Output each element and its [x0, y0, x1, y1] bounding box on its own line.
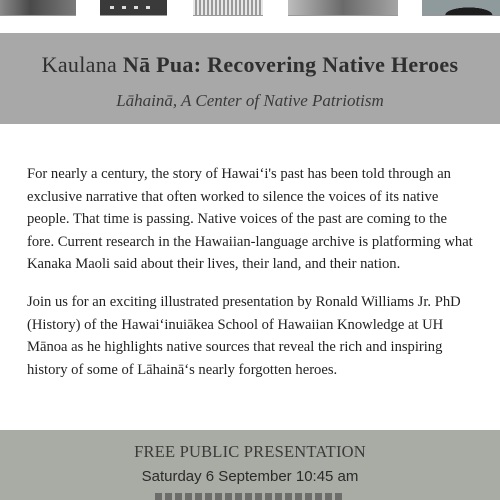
intro-paragraph: For nearly a century, the story of Hawai‘i's past has been told through an exclusive narrative that often worked to silence the voices of its native people. That time is passing. Native voices of the past are coming to the fore. Current research in the Hawaiian-language archive is platforming what Kanaka Maoli said about their lives, their land, and their nation. [27, 166, 473, 272]
archival-newspaper-image [193, 0, 263, 16]
portrait-photo [422, 0, 500, 16]
event-datetime: Saturday 6 September 10:45 am [141, 468, 359, 485]
archival-photo [288, 0, 398, 16]
presentation-paragraph: Join us for an exciting illustrated presentation by Ronald Williams Jr. PhD (History) of the Hawai‘inuiākea School of Hawaiian Knowledge at UH Mānoa as he highlights native sources that reveal the rich and inspiring history of some of Lāhainā‘s nearly forgotten heroes. [27, 294, 461, 378]
event-heading: FREE PUBLIC PRESENTATION [134, 442, 366, 461]
archival-photo [100, 0, 167, 16]
cropped-event-location-line [0, 493, 500, 500]
archival-photo [0, 0, 76, 16]
event-banner [0, 430, 500, 500]
title-prefix: Kaulana [41, 52, 123, 77]
page-subtitle: Lāhainā, A Center of Native Patriotism [116, 91, 384, 110]
title-emphasis: Nā Pua: Recovering Native Heroes [122, 52, 459, 77]
archival-photo-strip [0, 0, 500, 20]
page-title [0, 52, 500, 78]
